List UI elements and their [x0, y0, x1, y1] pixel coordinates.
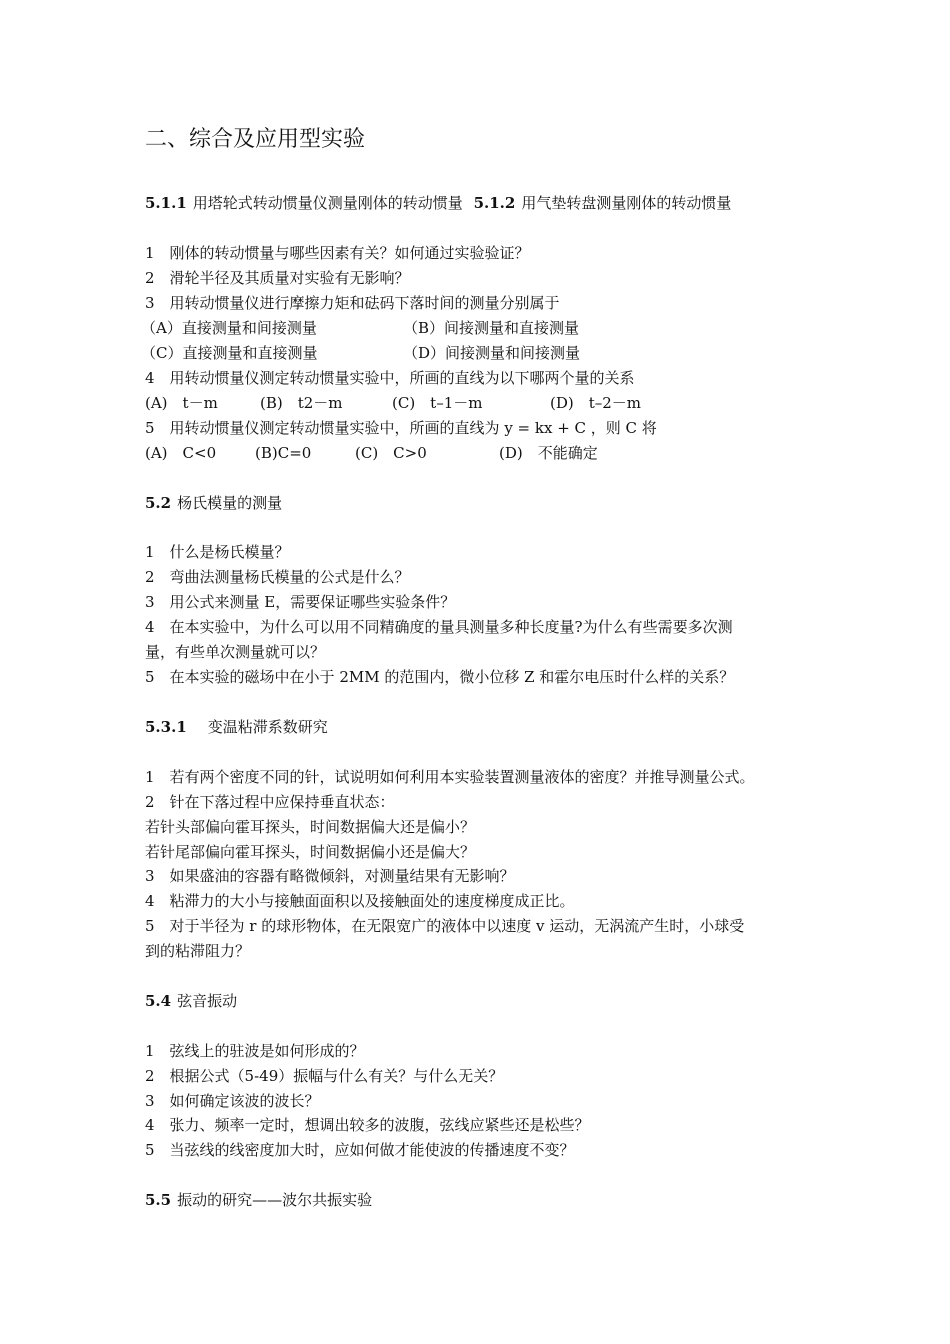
option-d: （D）间接测量和间接测量: [403, 344, 581, 362]
question: 5 在本实验的磁场中在小于 2MM 的范围内，微小位移 Z 和霍尔电压时什么样的关系？: [145, 668, 735, 686]
option-c: (C) C>0: [355, 444, 427, 462]
section-number: 5.5: [145, 1191, 172, 1209]
question: 5 对于半径为 r 的球形物体，在无限宽广的液体中以速度 v 运动，无涡流产生时，小球受: [145, 917, 745, 935]
option-d: (D) 不能确定: [499, 444, 598, 462]
section-title: 用塔轮式转动惯量仪测量刚体的转动惯量: [192, 194, 463, 212]
question: 2 针在下落过程中应保持垂直状态：: [145, 793, 395, 811]
section-number: 5.4: [145, 992, 172, 1010]
question: 2 弯曲法测量杨氏模量的公式是什么？: [145, 568, 410, 586]
section-title: 用气垫转盘测量刚体的转动惯量: [521, 194, 732, 212]
section-title: 变温粘滞系数研究: [192, 718, 328, 736]
question-sub: 若针头部偏向霍耳探头，时间数据偏大还是偏小？: [145, 818, 476, 836]
question: 4 在本实验中，为什么可以用不同精确度的量具测量多种长度量?为什么有些需要多次测: [145, 618, 733, 636]
question: 5 用转动惯量仪测定转动惯量实验中，所画的直线为 y = kx + C ，则 C 将: [145, 419, 657, 437]
question-continuation: 到的粘滞阻力？: [145, 942, 251, 960]
question: 2 根据公式（5-49）振幅与什么有关？与什么无关？: [145, 1067, 504, 1085]
question: 5 当弦线的线密度加大时，应如何做才能使波的传播速度不变？: [145, 1141, 575, 1159]
section-title: 振动的研究——波尔共振实验: [177, 1191, 373, 1209]
option-b: (B) t2－m: [260, 394, 343, 412]
section-number: 5.1.2: [473, 194, 516, 212]
question: 2 滑轮半径及其质量对实验有无影响？: [145, 269, 410, 287]
question: 4 张力、频率一定时，想调出较多的波腹，弦线应紧些还是松些？: [145, 1116, 590, 1134]
question: 1 若有两个密度不同的针，试说明如何利用本实验装置测量液体的密度？并推导测量公式。: [145, 768, 755, 786]
section-title: 弦音振动: [177, 992, 238, 1010]
question: 4 粘滞力的大小与接触面面积以及接触面处的速度梯度成正比。: [145, 892, 575, 910]
section-heading-5-5: [145, 1190, 372, 1210]
option-c: (C) t–1－m: [392, 394, 483, 412]
section-heading-5-2: [145, 493, 282, 513]
option-a: (A) t－m: [145, 394, 218, 412]
section-heading-5-1: [145, 193, 731, 213]
question: 1 刚体的转动惯量与哪些因素有关？如何通过实验验证？: [145, 244, 530, 262]
section-number: 5.3.1: [145, 718, 187, 736]
question-sub: 若针尾部偏向霍耳探头，时间数据偏小还是偏大？: [145, 843, 476, 861]
option-a: （A）直接测量和间接测量: [141, 319, 317, 337]
section-title: 杨氏模量的测量: [177, 494, 283, 512]
question: 4 用转动惯量仪测定转动惯量实验中，所画的直线为以下哪两个量的关系: [145, 369, 635, 387]
question-continuation: 量，有些单次测量就可以？: [145, 643, 326, 661]
question: 3 用转动惯量仪进行摩擦力矩和砝码下落时间的测量分别属于: [145, 294, 560, 312]
question: 3 如何确定该波的波长？: [145, 1092, 320, 1110]
option-d: (D) t–2－m: [550, 394, 642, 412]
question: 3 用公式来测量 E，需要保证哪些实验条件？: [145, 593, 456, 611]
question: 1 什么是杨氏模量？: [145, 543, 290, 561]
page-title: 二、综合及应用型实验: [145, 127, 366, 152]
section-number: 5.2: [145, 494, 172, 512]
section-number: 5.1.1: [145, 194, 187, 212]
question: 3 如果盛油的容器有略微倾斜，对测量结果有无影响？: [145, 867, 515, 885]
option-c: （C）直接测量和直接测量: [141, 344, 318, 362]
question: 1 弦线上的驻波是如何形成的？: [145, 1042, 365, 1060]
option-b: （B）间接测量和直接测量: [403, 319, 580, 337]
option-b: (B)C=0: [255, 444, 312, 462]
section-heading-5-3-1: [145, 717, 328, 737]
option-a: (A) C<0: [145, 444, 217, 462]
section-heading-5-4: [145, 991, 237, 1011]
